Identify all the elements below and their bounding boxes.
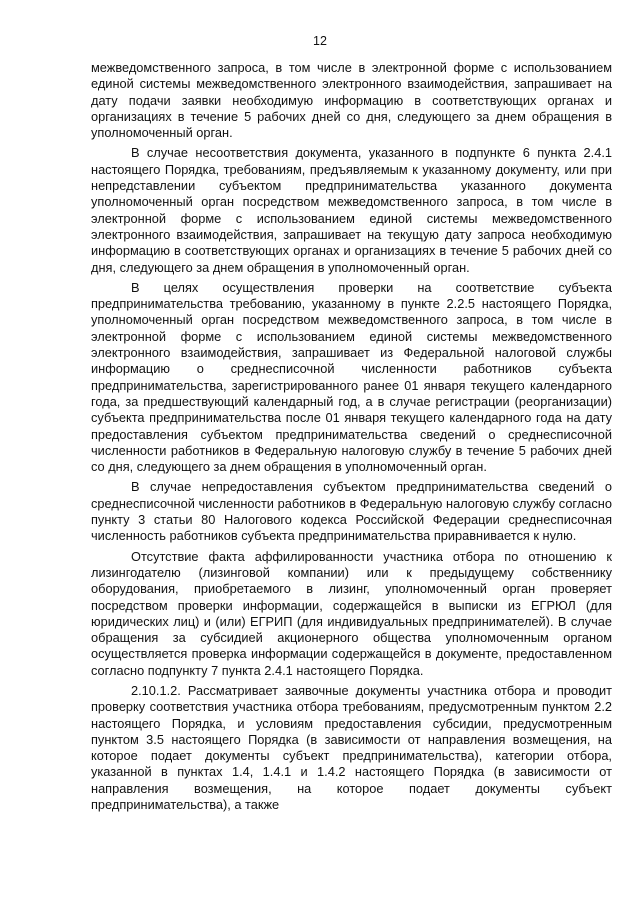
paragraph-employee-count-check: В целях осуществления проверки на соответствие субъекта предпринимательства требованию, указанному в пункте 2.2.5 настоящего Порядка, уполномоченный орган посредством межведомственного запроса, в том числе в электронной форме с использованием единой системы межведомственного электронного взаимодействия, запрашивает из Федеральной налоговой службы информацию о среднесписочной численности работников субъекта предпринимательства, зарегистрированного ранее 01 января текущего календарного года, за предшествующий календарный год, а в случае регистрации (реорганизации) субъекта предпринимательства после 01 января текущего календарного года на дату предоставления субъектом предпринимательства сведений о среднесписочной численности работников в Федеральную налоговую службу в течение 5 рабочих дней со дня, следующего за днем обращения в уполномоченный орган. xyxy=(91,279,612,475)
paragraph-section-2-10-1-2: 2.10.1.2. Рассматривает заявочные документы участника отбора и проводит проверку соответствия участника отбора требованиям, предусмотренным пунктом 2.2 настоящего Порядка, и условиям предоставления субсидии, предусмотренным пунктом 3.5 настоящего Порядка (в зависимости от направления возмещения, на которое подает документы субъект предпринимательства), категории отбора, указанной в пунктах 1.4, 1.4.1 и 1.4.2 настоящего Порядка (в зависимости от направления возмещения, на которое подает документы субъект предпринимательства), а также xyxy=(91,682,612,813)
document-body xyxy=(91,60,612,817)
paragraph-affiliation-check: Отсутствие факта аффилированности участника отбора по отношению к лизингодателю (лизинговой компании) или к предыдущему собственнику оборудования, приобретаемого в лизинг, уполномоченный орган проверяет посредством проверки информации, содержащейся в выписки из ЕГРЮЛ (для юридических лиц) и (или) ЕГРИП (для индивидуальных предпринимателей). В случае обращения за субсидией акционерного общества уполномоченным органом осуществляется проверка информации содержащейся в документе, предоставленном согласно подпункту 7 пункта 2.4.1 настоящего Порядка. xyxy=(91,548,612,678)
paragraph-document-mismatch: В случае несоответствия документа, указанного в подпункте 6 пункта 2.4.1 настоящего Порядка, требованиям, предъявляемым к указанному документу, или при непредставлении субъектом предпринимательства указанного документа уполномоченный орган посредством межведомственного запроса, в том числе в электронной форме с использованием единой системы межведомственного электронного взаимодействия, запрашивает на текущую дату запроса необходимую информацию в соответствующих органах и организациях в течение 5 рабочих дней со дня, следующего за днем обращения в уполномоченный орган. xyxy=(91,145,612,275)
paragraph-no-employee-data: В случае непредоставления субъектом предпринимательства сведений о среднесписочной численности работников в Федеральную налоговую службу согласно пункту 3 статьи 80 Налогового кодекса Российской Федерации среднесписочная численность работников субъекта предпринимательства приравнивается к нулю. xyxy=(91,479,612,544)
paragraph-continuation: межведомственного запроса, в том числе в электронной форме с использованием единой системы межведомственного электронного взаимодействия, запрашивает на дату подачи заявки необходимую информацию в соответствующих органах и организациях в течение 5 рабочих дней со дня, следующего за днем обращения в уполномоченный орган. xyxy=(91,60,612,141)
page-number: 12 xyxy=(313,34,327,48)
